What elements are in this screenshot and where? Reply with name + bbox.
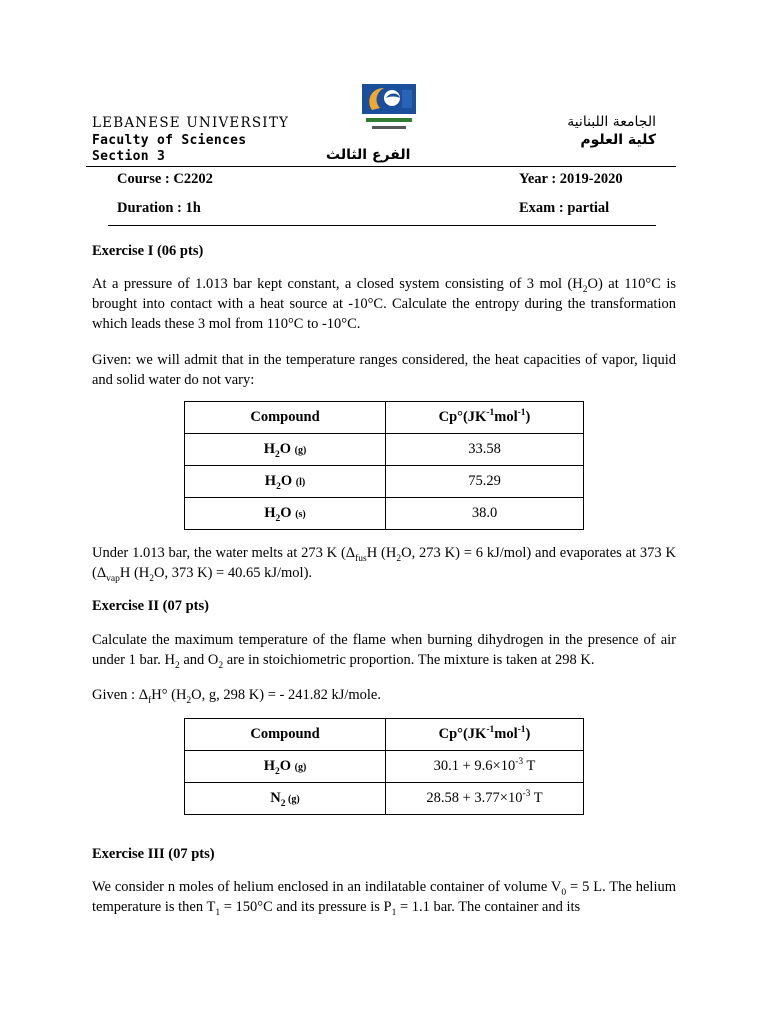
faculty-name: Faculty of Sciences xyxy=(92,133,247,148)
table-row xyxy=(185,466,584,498)
section-name: Section 3 xyxy=(92,149,166,164)
cp-value-cell: 33.58 xyxy=(386,434,584,466)
university-name: LEBANESE UNIVERSITY xyxy=(92,115,290,131)
compound-cell: $N_2$ (g) xyxy=(185,783,386,815)
section-name-arabic: الفرع الثالث xyxy=(326,147,411,163)
table-header-compound: Compound xyxy=(185,402,386,434)
course-code: Course : C2202 xyxy=(117,171,213,187)
table-row xyxy=(185,751,584,783)
exercise-1-phase-change-data: Under 1.013 bar, the water melts at 273 K ($\Delta_{fus}H$ ($H_2O$, 273 K) = 6 kJ/mol) and evaporates at 373 K ($\Delta_{vap}H$ ($H_2O$, 373 K) = 40.65 kJ/mol). xyxy=(92,545,676,584)
university-name-arabic: الجامعة اللبنانية xyxy=(567,114,656,130)
exercise-3-title: Exercise III (07 pts) xyxy=(92,846,215,862)
cp-value-cell: $28.58 + 3.77\times 10^{-3}$ T xyxy=(386,783,584,815)
exercise-1-given: Given: we will admit that in the temperature ranges considered, the heat capacities of vapor, liquid and solid water do not vary: xyxy=(92,352,676,388)
header-divider xyxy=(86,166,676,167)
exam-type: Exam : partial xyxy=(519,200,610,216)
table-header-cp: $Cp^\circ(JK^{-1}mol^{-1})$ xyxy=(386,402,584,434)
compound-cell: $H_2O$ (l) xyxy=(185,466,386,498)
table-row xyxy=(185,783,584,815)
exercise-1-statement: At a pressure of 1.013 bar kept constant, a closed system consisting of 3 mol $(H_2O)$ at 110°C is brought into contact with a heat source at -10°C. Calculate the entropy during the transformation which leads these 3 mol from 110°C to -10°C. xyxy=(92,276,676,332)
academic-year: Year : 2019-2020 xyxy=(519,171,623,187)
university-logo xyxy=(362,84,416,134)
table-header-cp: $Cp^\circ(JK^{-1}mol^{-1})$ xyxy=(386,719,584,751)
table-header-compound: Compound xyxy=(185,719,386,751)
exercise-2-heat-capacity-table xyxy=(184,718,584,815)
exercise-3-statement: We consider n moles of helium enclosed in an indilatable container of volume $V_0 = 5$ L. The helium temperature is then $T_1 = 150^\circ C$ and its pressure is $P_1 = 1.1$ bar. The container and its xyxy=(92,879,677,918)
exercise-2-title: Exercise II (07 pts) xyxy=(92,598,209,614)
cp-value-cell: 75.29 xyxy=(386,466,584,498)
faculty-name-arabic: كلية العلوم xyxy=(580,132,656,148)
exercise-1-heat-capacity-table xyxy=(184,401,584,530)
cp-value-cell: 38.0 xyxy=(386,498,584,530)
exam-duration: Duration : 1h xyxy=(117,200,201,216)
exercise-2-statement: Calculate the maximum temperature of the flame when burning dihydrogen in the presence of air under 1 bar. $H_2$ and $O_2$ are in stoichiometric proportion. The mixture is taken at 298 K. xyxy=(92,632,676,671)
compound-cell: $H_2O$ (s) xyxy=(185,498,386,530)
compound-cell: $H_2O$ (g) xyxy=(185,434,386,466)
exercise-1-title: Exercise I (06 pts) xyxy=(92,243,204,259)
table-row xyxy=(185,434,584,466)
exercise-2-given: Given : $\Delta_fH^\circ$ ($H_2O$, g, 298 K) = - 241.82 kJ/mole. xyxy=(92,687,381,706)
cp-value-cell: $30.1 + 9.6\times 10^{-3}$ T xyxy=(386,751,584,783)
info-divider xyxy=(108,225,656,226)
table-row xyxy=(185,498,584,530)
compound-cell: $H_2O$ (g) xyxy=(185,751,386,783)
